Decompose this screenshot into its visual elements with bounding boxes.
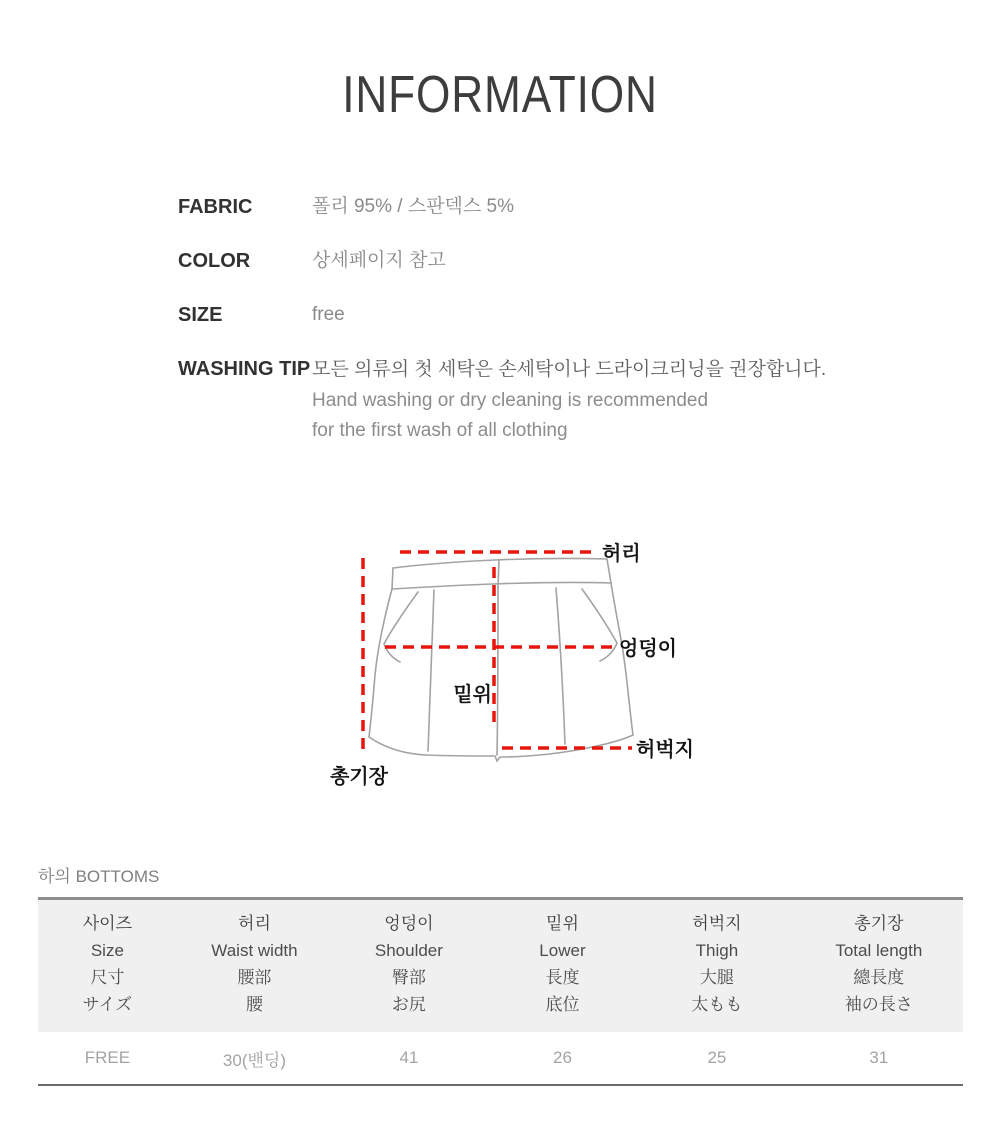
column-label-ja: お尻 [391, 995, 426, 1014]
column-header-total-length [795, 899, 963, 1033]
cell-hip: 41 [332, 1032, 486, 1085]
column-label-ko: 총기장 [854, 914, 904, 933]
color-label: COLOR [178, 250, 251, 272]
spec-row-size [178, 304, 826, 326]
column-label-ko: 밑위 [546, 914, 579, 933]
shorts-waistband [392, 558, 611, 589]
waistband-center-seam [498, 560, 499, 587]
total-length-label: 총기장 [330, 766, 388, 788]
column-label-ko: 허벅지 [692, 914, 742, 933]
cell-size: FREE [38, 1032, 177, 1085]
washing-tip-value [312, 358, 826, 446]
washing-tip-line-ko: 모든 의류의 첫 세탁은 손세탁이나 드라이크리닝을 권장합니다. [312, 359, 827, 380]
left-seam-line [428, 590, 434, 751]
color-value: 상세페이지 참고 [312, 250, 446, 271]
column-header-rise [486, 899, 640, 1033]
column-label-ko: 엉덩이 [384, 914, 434, 933]
shorts-measurement-illustration [330, 530, 710, 800]
column-label-ko: 허리 [238, 914, 271, 933]
left-outer-edge [369, 589, 392, 737]
column-label-en: Shoulder [374, 941, 443, 960]
column-label-ja: サイズ [82, 995, 133, 1014]
hip-label: 엉덩이 [619, 638, 677, 660]
column-label-zh: 臀部 [391, 968, 426, 987]
column-label-ja: 太もも [691, 995, 743, 1014]
column-header-thigh [639, 899, 794, 1033]
column-header-size [38, 899, 177, 1033]
column-label-ko: 사이즈 [82, 914, 133, 933]
size-table-header-row [38, 899, 963, 1033]
cell-total-length: 31 [795, 1032, 963, 1085]
shorts-outline [369, 558, 633, 761]
measurement-diagram [330, 530, 710, 800]
cell-rise: 26 [486, 1032, 640, 1085]
column-header-waist [177, 899, 332, 1033]
column-label-en: Lower [539, 941, 586, 960]
cell-thigh: 25 [639, 1032, 794, 1085]
spec-list [178, 196, 826, 478]
column-label-en: Waist width [211, 941, 298, 960]
size-table [38, 897, 963, 1086]
column-header-hip [332, 899, 486, 1033]
column-label-zh: 尺寸 [90, 968, 125, 987]
thigh-label: 허벅지 [636, 739, 694, 761]
spec-row-washing-tip [178, 358, 826, 446]
size-label: SIZE [178, 304, 223, 326]
column-label-zh: 大腿 [699, 968, 734, 987]
fabric-label: FABRIC [178, 196, 253, 218]
spec-row-color [178, 250, 826, 272]
cell-waist: 30(밴딩) [177, 1032, 332, 1085]
column-label-ja: 腰 [245, 995, 263, 1014]
table-section-label: 하의 BOTTOMS [38, 867, 160, 886]
washing-tip-line-en1: Hand washing or dry cleaning is recommended [312, 390, 709, 411]
size-table-section [38, 866, 963, 1086]
right-seam-line [556, 588, 565, 744]
washing-tip-label: WASHING TIP [178, 358, 311, 380]
rise-label: 밑위 [453, 684, 492, 706]
right-pocket-curve [582, 589, 617, 661]
column-label-zh: 腰部 [237, 968, 272, 987]
waist-label: 허리 [602, 543, 641, 565]
column-label-zh: 總長度 [853, 968, 905, 987]
page-title: INFORMATION [342, 65, 658, 124]
size-table-data-row [38, 1032, 963, 1085]
column-label-en: Thigh [695, 941, 739, 960]
column-label-ja: 袖の長さ [844, 995, 913, 1014]
size-value: free [312, 304, 345, 325]
column-label-en: Total length [835, 941, 923, 960]
fabric-value: 폴리 95% / 스판덱스 5% [312, 196, 515, 217]
column-label-en: Size [90, 941, 124, 960]
spec-row-fabric [178, 196, 826, 218]
washing-tip-line-en2: for the first wash of all clothing [312, 420, 568, 441]
column-label-ja: 底位 [545, 995, 580, 1014]
column-label-zh: 長度 [545, 968, 580, 987]
center-front-seam [497, 587, 498, 755]
